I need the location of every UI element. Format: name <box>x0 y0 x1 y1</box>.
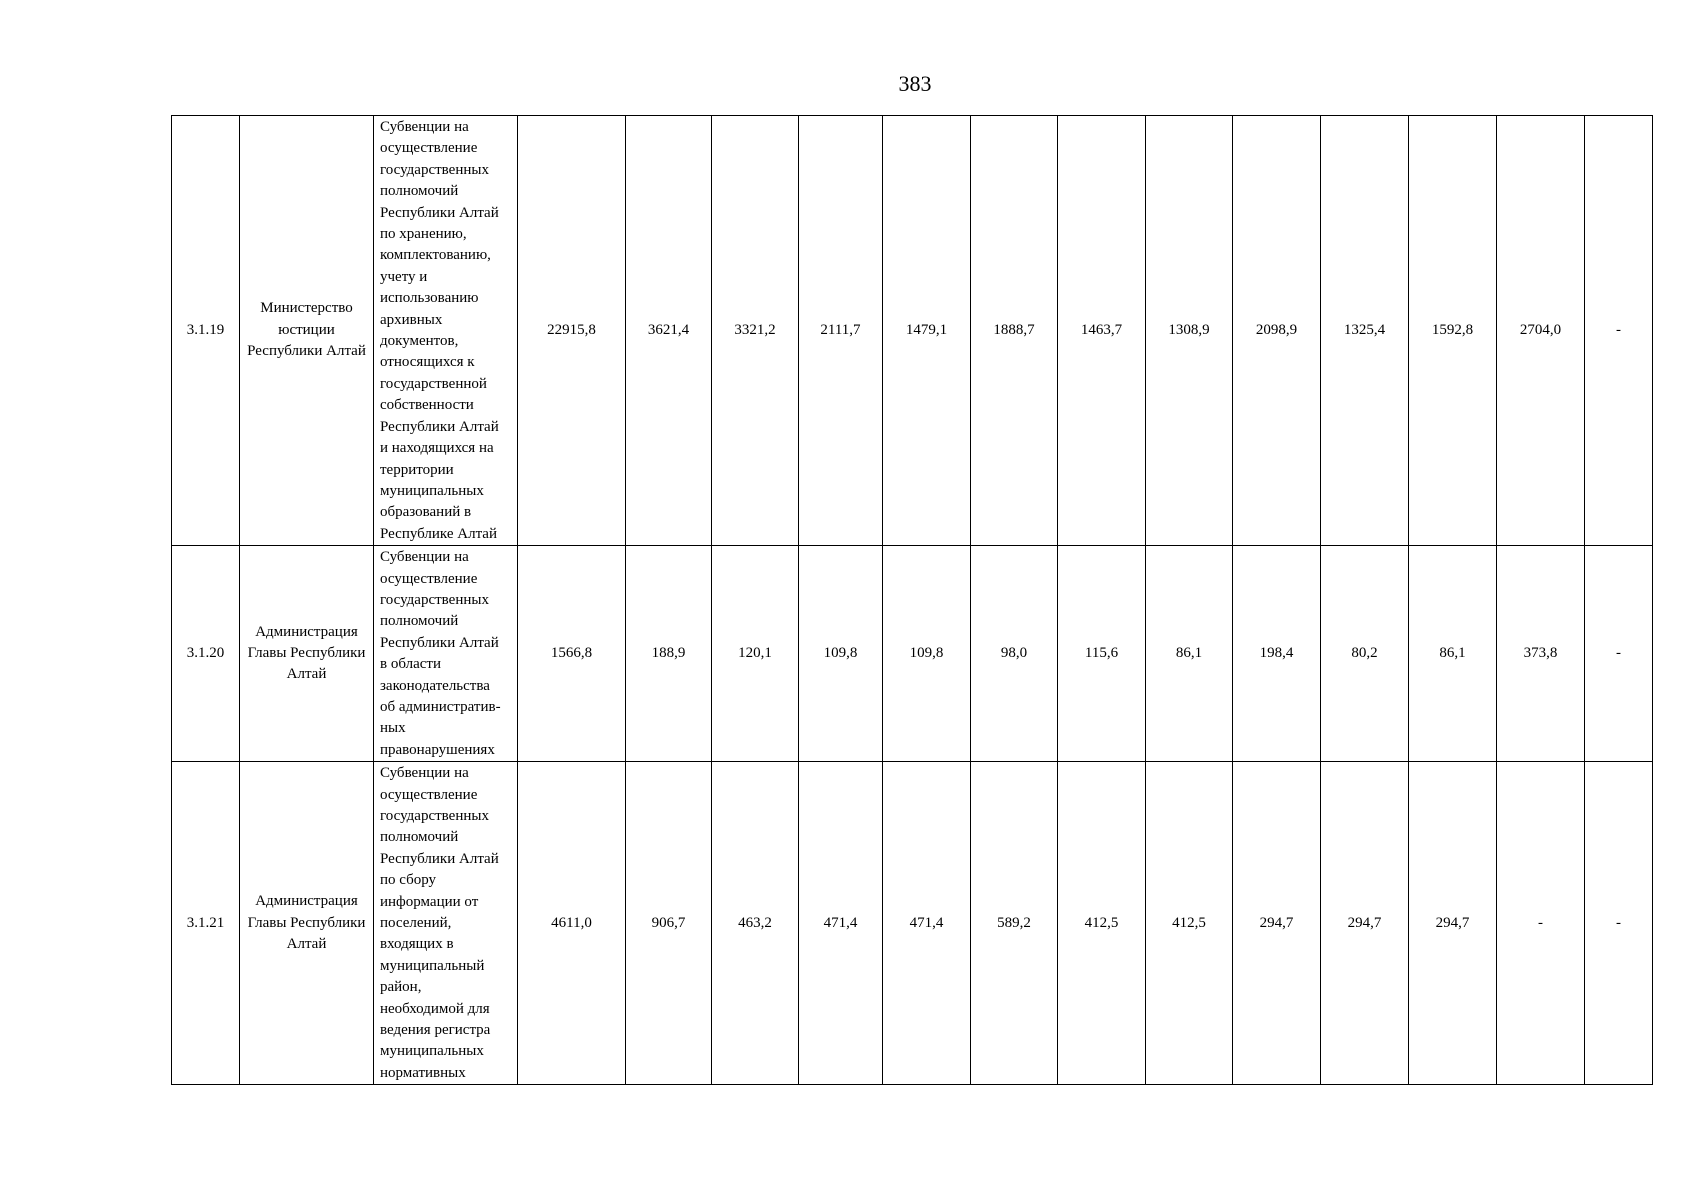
value-cell: 589,2 <box>971 762 1058 1085</box>
value-cell: 471,4 <box>799 762 883 1085</box>
value-cell: 294,7 <box>1321 762 1409 1085</box>
row-organization: Администрация Главы Республики Алтай <box>240 546 374 762</box>
value-cell: 1592,8 <box>1409 116 1497 546</box>
value-cell: 3621,4 <box>626 116 712 546</box>
row-organization: Министерство юстиции Республики Алтай <box>240 116 374 546</box>
value-cell: 1463,7 <box>1058 116 1146 546</box>
value-cell: 373,8 <box>1497 546 1585 762</box>
value-cell: 412,5 <box>1058 762 1146 1085</box>
value-cell: 1325,4 <box>1321 116 1409 546</box>
value-cell: - <box>1585 762 1653 1085</box>
value-cell: 906,7 <box>626 762 712 1085</box>
value-cell: 2098,9 <box>1233 116 1321 546</box>
value-cell: 471,4 <box>883 762 971 1085</box>
table-row <box>172 762 1653 1085</box>
value-cell: 294,7 <box>1409 762 1497 1085</box>
value-cell: 463,2 <box>712 762 799 1085</box>
row-description: Субвенции на осуществление государственных полномочий Республики Алтай в области законодательства об административ- ных правонарушениях <box>374 546 518 762</box>
value-cell: 2111,7 <box>799 116 883 546</box>
value-cell: 80,2 <box>1321 546 1409 762</box>
row-organization: Администрация Главы Республики Алтай <box>240 762 374 1085</box>
value-cell: 1888,7 <box>971 116 1058 546</box>
value-cell: 3321,2 <box>712 116 799 546</box>
value-cell: 294,7 <box>1233 762 1321 1085</box>
value-cell: 22915,8 <box>518 116 626 546</box>
value-cell: 188,9 <box>626 546 712 762</box>
row-code: 3.1.19 <box>172 116 240 546</box>
row-code: 3.1.21 <box>172 762 240 1085</box>
value-cell: 109,8 <box>799 546 883 762</box>
value-cell: - <box>1585 546 1653 762</box>
value-cell: 120,1 <box>712 546 799 762</box>
row-description: Субвенции на осуществление государственных полномочий Республики Алтай по сбору информации от поселений, входящих в муниципальный район, необходимой для ведения регистра муниципальных нормативных <box>374 762 518 1085</box>
value-cell: 98,0 <box>971 546 1058 762</box>
value-cell: 86,1 <box>1409 546 1497 762</box>
value-cell: 109,8 <box>883 546 971 762</box>
budget-table <box>171 115 1653 1085</box>
value-cell: 86,1 <box>1146 546 1233 762</box>
value-cell: 198,4 <box>1233 546 1321 762</box>
value-cell: 115,6 <box>1058 546 1146 762</box>
table-row <box>172 546 1653 762</box>
row-description: Субвенции на осуществление государственных полномочий Республики Алтай по хранению, комплектованию, учету и использованию архивных документов, относящихся к государственной собственности Республики Алтай и находящихся на территории муниципальных образований в Республике Алтай <box>374 116 518 546</box>
value-cell: 2704,0 <box>1497 116 1585 546</box>
table-row <box>172 116 1653 546</box>
value-cell: 1308,9 <box>1146 116 1233 546</box>
value-cell: - <box>1497 762 1585 1085</box>
value-cell: 4611,0 <box>518 762 626 1085</box>
value-cell: 412,5 <box>1146 762 1233 1085</box>
value-cell: 1479,1 <box>883 116 971 546</box>
page-number: 383 <box>898 71 932 96</box>
value-cell: - <box>1585 116 1653 546</box>
value-cell: 1566,8 <box>518 546 626 762</box>
row-code: 3.1.20 <box>172 546 240 762</box>
